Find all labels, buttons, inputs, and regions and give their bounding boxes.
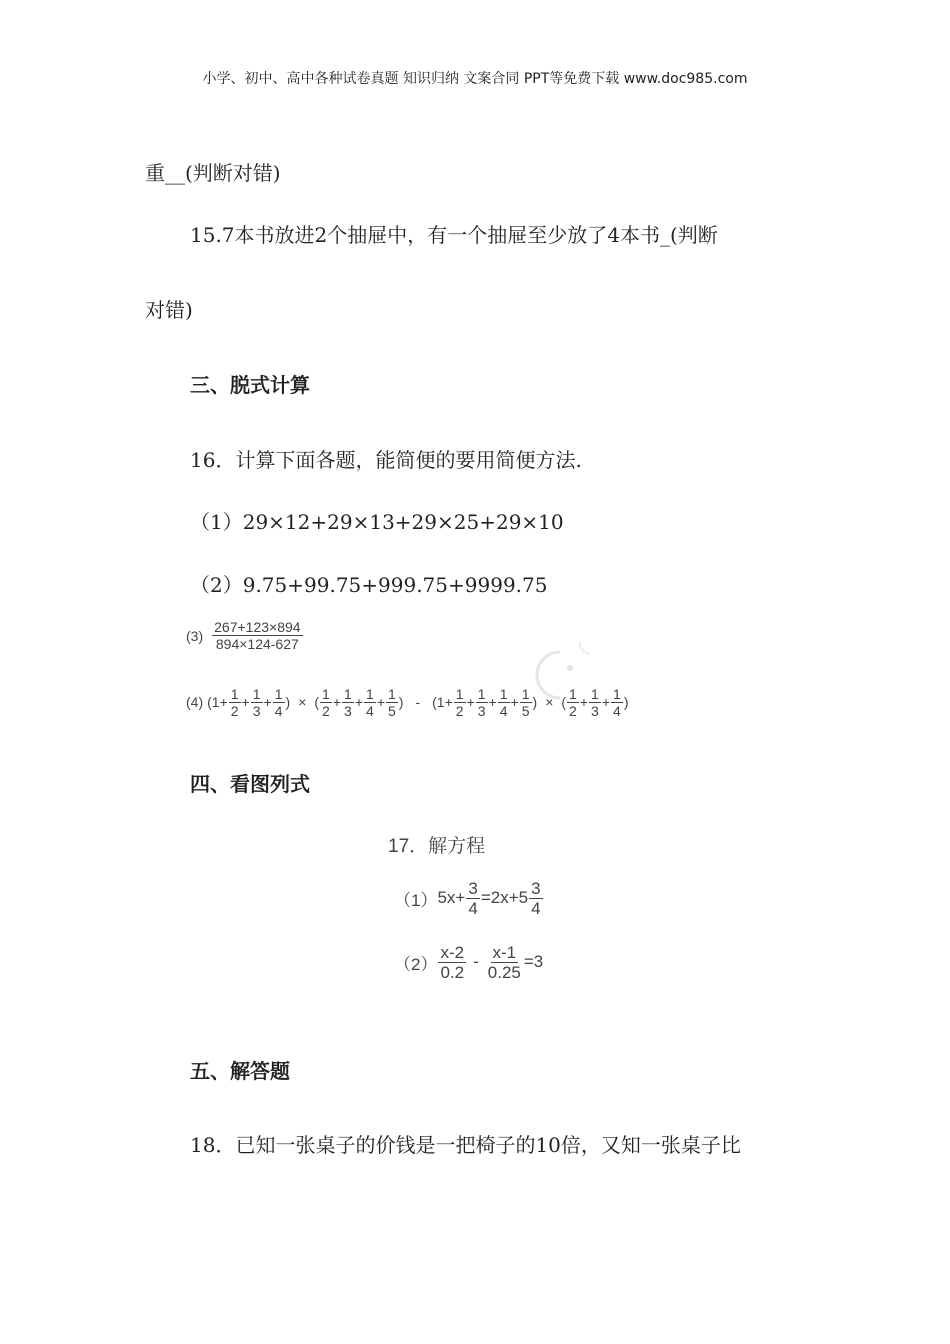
fraction — [273, 687, 285, 718]
fraction — [567, 687, 579, 718]
paren-open: ( — [314, 694, 320, 710]
fraction-denominator: 3 — [591, 702, 599, 719]
fraction-numerator: 1 — [230, 685, 239, 702]
minus-sign: - — [415, 694, 421, 710]
fraction-numerator: 1 — [344, 685, 352, 702]
q17-equation-1 — [394, 876, 544, 920]
fraction — [476, 687, 488, 718]
fraction-denominator: 3 — [344, 702, 352, 719]
fraction-denominator: 4 — [366, 702, 374, 719]
fraction-numerator: x-1 — [492, 942, 517, 962]
fraction-numerator: 1 — [322, 685, 330, 702]
fraction-numerator: 1 — [388, 685, 396, 702]
paren-open: (1+ — [432, 694, 453, 710]
fraction-denominator: 4 — [613, 702, 621, 719]
equation-term: =3 — [523, 952, 544, 971]
fraction-denominator: 2 — [322, 702, 330, 719]
fraction-numerator: 3 — [468, 878, 478, 898]
fraction-numerator: 1 — [477, 685, 486, 702]
fraction-denominator: 4 — [499, 702, 508, 719]
q16-part1: （1）29×12+29×13+29×25+29×10 — [190, 510, 564, 534]
fraction-numerator: 1 — [569, 685, 577, 702]
paren-open: (1+ — [207, 694, 228, 710]
q18-line1: 18．已知一张桌子的价钱是一把椅子的10倍，又知一张桌子比 — [190, 1133, 741, 1157]
fraction-denominator: 2 — [455, 702, 464, 719]
q16-part2: （2）9.75+99.75+999.75+9999.75 — [190, 573, 548, 597]
fraction-numerator: 1 — [591, 685, 599, 702]
fraction-numerator: 1 — [499, 685, 508, 702]
fraction — [520, 687, 532, 718]
fraction-numerator: 1 — [613, 685, 621, 702]
times-sign: × — [545, 694, 554, 710]
q17-equation-2 — [394, 940, 543, 984]
q15-line1: 15.7本书放进2个抽屉中，有一个抽屉至少放了4本书_(判断 — [190, 223, 718, 247]
times-sign: × — [298, 694, 307, 710]
fraction — [498, 687, 510, 718]
fraction — [320, 687, 332, 718]
q16-part3-fraction — [212, 620, 302, 651]
equation-label: （1） — [394, 890, 438, 910]
fraction — [589, 687, 601, 718]
q17-stem: 17．解方程 — [388, 836, 486, 857]
fraction-numerator: x-2 — [440, 942, 465, 962]
fraction-denominator: 5 — [388, 702, 396, 719]
q16-part4: (4) (1+ $\frac{1}{2}$ + $\frac{1}{3}$ + $\frac{1}{4}$ ) × ( $\frac{1}{2}$ + $\frac{1}{3}$ + $\frac{1}{4}$ + $\frac{1}{5}$ ) - (1+ $\frac{1}{2}$ + $\frac{1}{3}$ + $\frac{1}{4}$ + $\frac{1}{5}$ ) × ( $\frac{1}{2}$ + $\frac{1}{3}$ + $\frac{1}{4}$ ) — [186, 685, 629, 719]
fraction-numerator: 267+123×894 — [214, 619, 301, 635]
q15-line2: 对错) — [145, 298, 193, 322]
section-4-heading: 四、看图列式 — [190, 772, 310, 796]
q16-part3-label: (3) — [186, 627, 204, 644]
fraction-denominator: 4 — [274, 702, 283, 719]
minus-sign: - — [473, 952, 479, 971]
paren-close: ) — [285, 694, 291, 710]
q16-part4-label: (4) — [186, 694, 204, 710]
section-5-heading: 五、解答题 — [190, 1059, 290, 1083]
fraction-numerator: 1 — [252, 685, 261, 702]
equation-term: =2x+5 — [480, 888, 529, 907]
fraction — [342, 687, 354, 718]
q14-tail: 重__(判断对错) — [145, 161, 281, 185]
fraction-denominator: 2 — [230, 702, 239, 719]
q16-part3 — [186, 620, 304, 651]
fraction — [386, 687, 398, 718]
fraction-numerator: 1 — [455, 685, 464, 702]
fraction — [529, 880, 542, 917]
fraction-denominator: 5 — [521, 702, 530, 719]
fraction-denominator: 0.25 — [487, 962, 521, 982]
section-3-heading: 三、脱式计算 — [190, 373, 310, 397]
fraction — [251, 687, 263, 718]
fraction — [454, 687, 466, 718]
fraction — [364, 687, 376, 718]
fraction-numerator: 1 — [521, 685, 530, 702]
page-header: 小学、初中、高中各种试卷真题 知识归纳 文案合同 PPT等免费下载 www.doc985.com — [202, 71, 748, 87]
fraction-denominator: 894×124-627 — [215, 636, 299, 652]
fraction-denominator: 3 — [252, 702, 261, 719]
fraction-denominator: 4 — [531, 898, 541, 918]
fraction-numerator: 1 — [274, 685, 283, 702]
fraction — [466, 880, 479, 917]
fraction-denominator: 0.2 — [440, 962, 465, 982]
paren-close: ) — [623, 694, 629, 710]
fraction — [438, 944, 466, 981]
paren-open: ( — [561, 694, 567, 710]
fraction — [486, 944, 523, 981]
equation-term: 5x+ — [437, 888, 466, 907]
q16-stem: 16．计算下面各题，能简便的要用简便方法. — [190, 448, 582, 472]
fraction-denominator: 3 — [477, 702, 486, 719]
fraction-numerator: 1 — [366, 685, 374, 702]
paren-close: ) — [398, 694, 404, 710]
fraction — [229, 687, 241, 718]
fraction-denominator: 4 — [468, 898, 478, 918]
paren-close: ) — [532, 694, 538, 710]
equation-label: （2） — [394, 954, 438, 974]
fraction-denominator: 2 — [569, 702, 577, 719]
fraction — [611, 687, 623, 718]
fraction-numerator: 3 — [531, 878, 541, 898]
